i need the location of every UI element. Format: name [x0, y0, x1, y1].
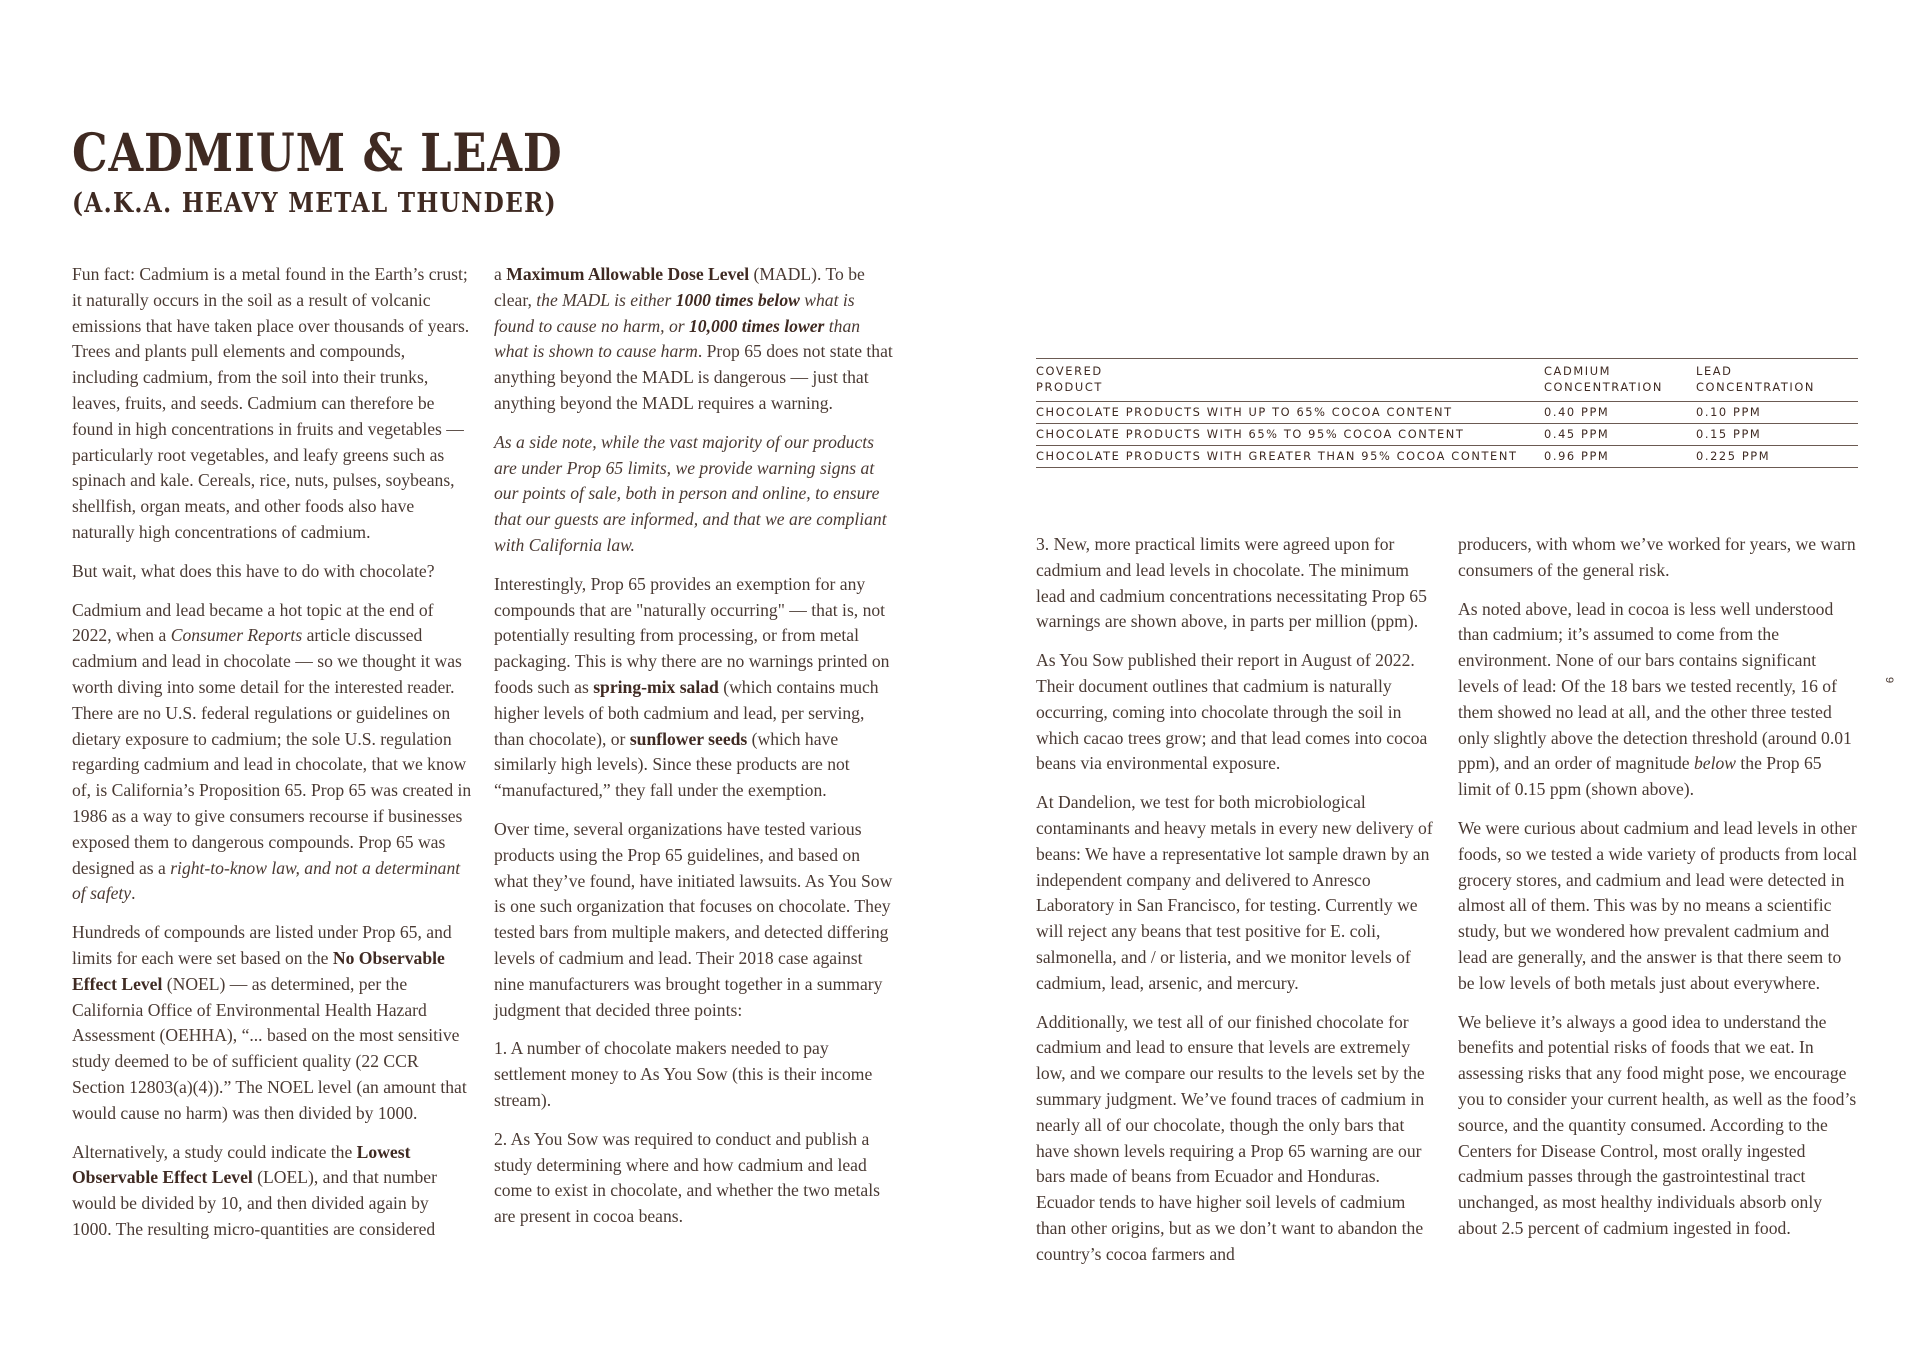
paragraph: Fun fact: Cadmium is a metal found in the Earth’s crust; it naturally occurs in the soil as a result of volcanic emissions that have taken place over thousands of years. Trees and plants pull elements and compounds, including cadmium, from the soil into their trunks, leaves, fruits, and seeds. Cadmium can therefore be found in high concentrations in fruits and vegetables — particularly root vegetables, and leafy greens such as spinach and kale. Cereals, rice, nuts, pulses, soybeans, shellfish, organ meats, and other foods also have naturally high concentrations of cadmium.	[72, 264, 470, 542]
bold-term: sunflower seeds	[629, 728, 748, 749]
page-subtitle: (A.K.A. HEAVY METAL THUNDER)	[72, 188, 557, 219]
cell-lead: 0.15 PPM	[1696, 427, 1762, 441]
paragraph: But wait, what does this have to do with chocolate?	[72, 560, 435, 581]
header-cadmium-concentration: CADMIUM CONCENTRATION	[1544, 364, 1664, 394]
cell-lead: 0.10 PPM	[1696, 405, 1762, 419]
page-number: 9	[1883, 676, 1896, 684]
cell-cadmium: 0.96 PPM	[1544, 449, 1610, 463]
bold-term: Lowest Observable Effect Level	[72, 1141, 411, 1188]
cell-cadmium: 0.40 PPM	[1544, 405, 1610, 419]
bold-term: 10,000 times lower	[689, 315, 825, 336]
cell-product: CHOCOLATE PRODUCTS WITH UP TO 65% COCOA CONTENT	[1036, 405, 1453, 419]
paragraph: As noted above, lead in cocoa is less well understood than cadmium; it’s assumed to come from the environment. None of our bars contains significant levels of lead: Of the 18 bars we tested recently, 16 of them showed no lead at all, and the other three tested only slightly above the detection threshold (around 0.01 ppm), and an order of magnitude below the Prop 65 limit of 0.15 ppm (shown above).	[1458, 598, 1852, 800]
paragraph: Over time, several organizations have tested various products using the Prop 65 guidelines, and based on what they’ve found, have initiated lawsuits. As You Sow is one such organization that focuses on chocolate. They tested bars from multiple makers, and detected differing levels of cadmium and lead. Their 2018 case against nine manufacturers was brought together in a summary judgment that decided three points:	[494, 818, 893, 1020]
table-row	[1036, 402, 1858, 424]
bold-term: No Observable Effect Level	[72, 947, 445, 994]
paragraph: Cadmium and lead became a hot topic at the end of 2022, when a Consumer Reports article discussed cadmium and lead in chocolate — so we thought it was worth diving into some detail for the interested reader. There are no U.S. federal regulations or guidelines on dietary exposure to cadmium; the sole U.S. regulation regarding cadmium and lead in chocolate, that we know of, is California’s Proposition 65. Prop 65 was created in 1986 as a way to give consumers recourse if businesses exposed them to dangerous compounds. Prop 65 was designed as a right-to-know law, and not a determinant of safety.	[72, 599, 472, 904]
concentration-table	[1036, 358, 1858, 468]
page-title: CADMIUM & LEAD	[72, 123, 563, 184]
paragraph: producers, with whom we’ve worked for years, we warn consumers of the general risk.	[1458, 534, 1856, 580]
paragraph: We were curious about cadmium and lead levels in other foods, so we tested a wide variety of products from local grocery stores, and cadmium and lead were detected in almost all of them. This was by no means a scientific study, but we wondered how prevalent cadmium and lead are generally, and the answer is that there seem to be low levels of both metals just about everywhere.	[1458, 817, 1858, 993]
paragraph: At Dandelion, we test for both microbiological contaminants and heavy metals in every new delivery of beans: We have a representative lot sample drawn by an independent company and delivered to Anresco Laboratory in San Francisco, for testing. Currently we will reject any beans that test positive for E. coli, salmonella, and / or listeria, and we monitor levels of cadmium, lead, arsenic, and mercury.	[1036, 792, 1433, 993]
text-column-2	[494, 262, 896, 1243]
table-row	[1036, 424, 1858, 446]
paragraph: 3. New, more practical limits were agreed upon for cadmium and lead levels in chocolate. The minimum lead and cadmium concentrations necessitating Prop 65 warnings are shown above, in parts per million (ppm).	[1036, 534, 1427, 632]
emphasis: Consumer Reports	[170, 625, 303, 646]
paragraph: Hundreds of compounds are listed under Prop 65, and limits for each were set based on the No Observable Effect Level (NOEL) — as determined, per the California Office of Environmental Health Hazard Assessment (OEHHA), “... based on the most sensitive study deemed to be of sufficient quality (22 CCR Section 12803(a)(4)).” The NOEL level (an amount that would cause no harm) was then divided by 1000.	[72, 922, 467, 1123]
cell-product: CHOCOLATE PRODUCTS WITH GREATER THAN 95% COCOA CONTENT	[1036, 449, 1518, 463]
paragraph: Alternatively, a study could indicate the Lowest Observable Effect Level (LOEL), and that number would be divided by 10, and then divided again by 1000. The resulting micro-quantities are considered	[72, 1141, 437, 1239]
cell-product: CHOCOLATE PRODUCTS WITH 65% TO 95% COCOA CONTENT	[1036, 427, 1465, 441]
header-lead-concentration: LEAD CONCENTRATION	[1696, 364, 1816, 394]
header-covered-product: COVERED PRODUCT	[1036, 364, 1103, 394]
emphasis: below	[1693, 753, 1737, 774]
paragraph: 1. A number of chocolate makers needed to pay settlement money to As You Sow (this is their income stream).	[494, 1038, 873, 1110]
text-column-3	[1036, 532, 1436, 1281]
table-row	[1036, 446, 1858, 468]
paragraph: a Maximum Allowable Dose Level (MADL). To be clear, the MADL is either 1000 times below what is found to cause no harm, or 10,000 times lower than what is shown to cause harm. Prop 65 does not state that anything beyond the MADL is dangerous — just that anything beyond the MADL requires a warning.	[494, 264, 893, 413]
text-column-4	[1458, 532, 1858, 1255]
paragraph: Additionally, we test all of our finished chocolate for cadmium and lead to ensure that levels are extremely low, and we compare our results to the levels set by the summary judgment. We’ve found traces of cadmium in nearly all of our chocolate, though the only bars that have shown levels requiring a Prop 65 warning are our bars made of beans from Ecuador and Honduras. Ecuador tends to have higher soil levels of cadmium than other origins, but as we don’t want to abandon the country’s cocoa farmers and	[1036, 1011, 1425, 1264]
cell-lead: 0.225 PPM	[1696, 449, 1771, 463]
paragraph: As You Sow published their report in August of 2022. Their document outlines that cadmium is naturally occurring, coming into chocolate through the soil in which cacao trees grow; and that lead comes into cocoa beans via environmental exposure.	[1036, 650, 1428, 774]
bold-term: 1000 times below	[675, 289, 800, 310]
side-note: As a side note, while the vast majority of our products are under Prop 65 limits, we provide warning signs at our points of sale, both in person and online, to ensure that our guests are informed, and that we are compliant with California law.	[494, 431, 887, 555]
bold-term: spring-mix salad	[593, 676, 719, 697]
bold-term: Maximum Allowable Dose Level	[506, 264, 750, 284]
paragraph: Interestingly, Prop 65 provides an exemption for any compounds that are "naturally occurring" — that is, not potentially resulting from processing, or from metal packaging. This is why there are no warnings printed on foods such as spring-mix salad (which contains much higher levels of both cadmium and lead, per serving, than chocolate), or sunflower seeds (which have similarly high levels). Since these products are not “manufactured,” they fall under the exemption.	[494, 573, 890, 801]
cell-cadmium: 0.45 PPM	[1544, 427, 1610, 441]
paragraph: 2. As You Sow was required to conduct and publish a study determining where and how cadmium and lead come to exist in chocolate, and whether the two metals are present in cocoa beans.	[494, 1128, 880, 1227]
text-column-1	[72, 262, 472, 1256]
emphasis: right-to-know law, and not a determinant of safety	[72, 857, 461, 904]
paragraph: We believe it’s always a good idea to understand the benefits and potential risks of foods that we eat. In assessing risks that any food might pose, we encourage you to consider your current health, as well as the food’s source, and the quantity consumed. According to the Centers for Disease Control, most orally ingested cadmium passes through the gastrointestinal tract unchanged, as most healthy individuals absorb only about 2.5 percent of cadmium ingested in food.	[1458, 1011, 1857, 1238]
table-header-row	[1036, 359, 1858, 402]
